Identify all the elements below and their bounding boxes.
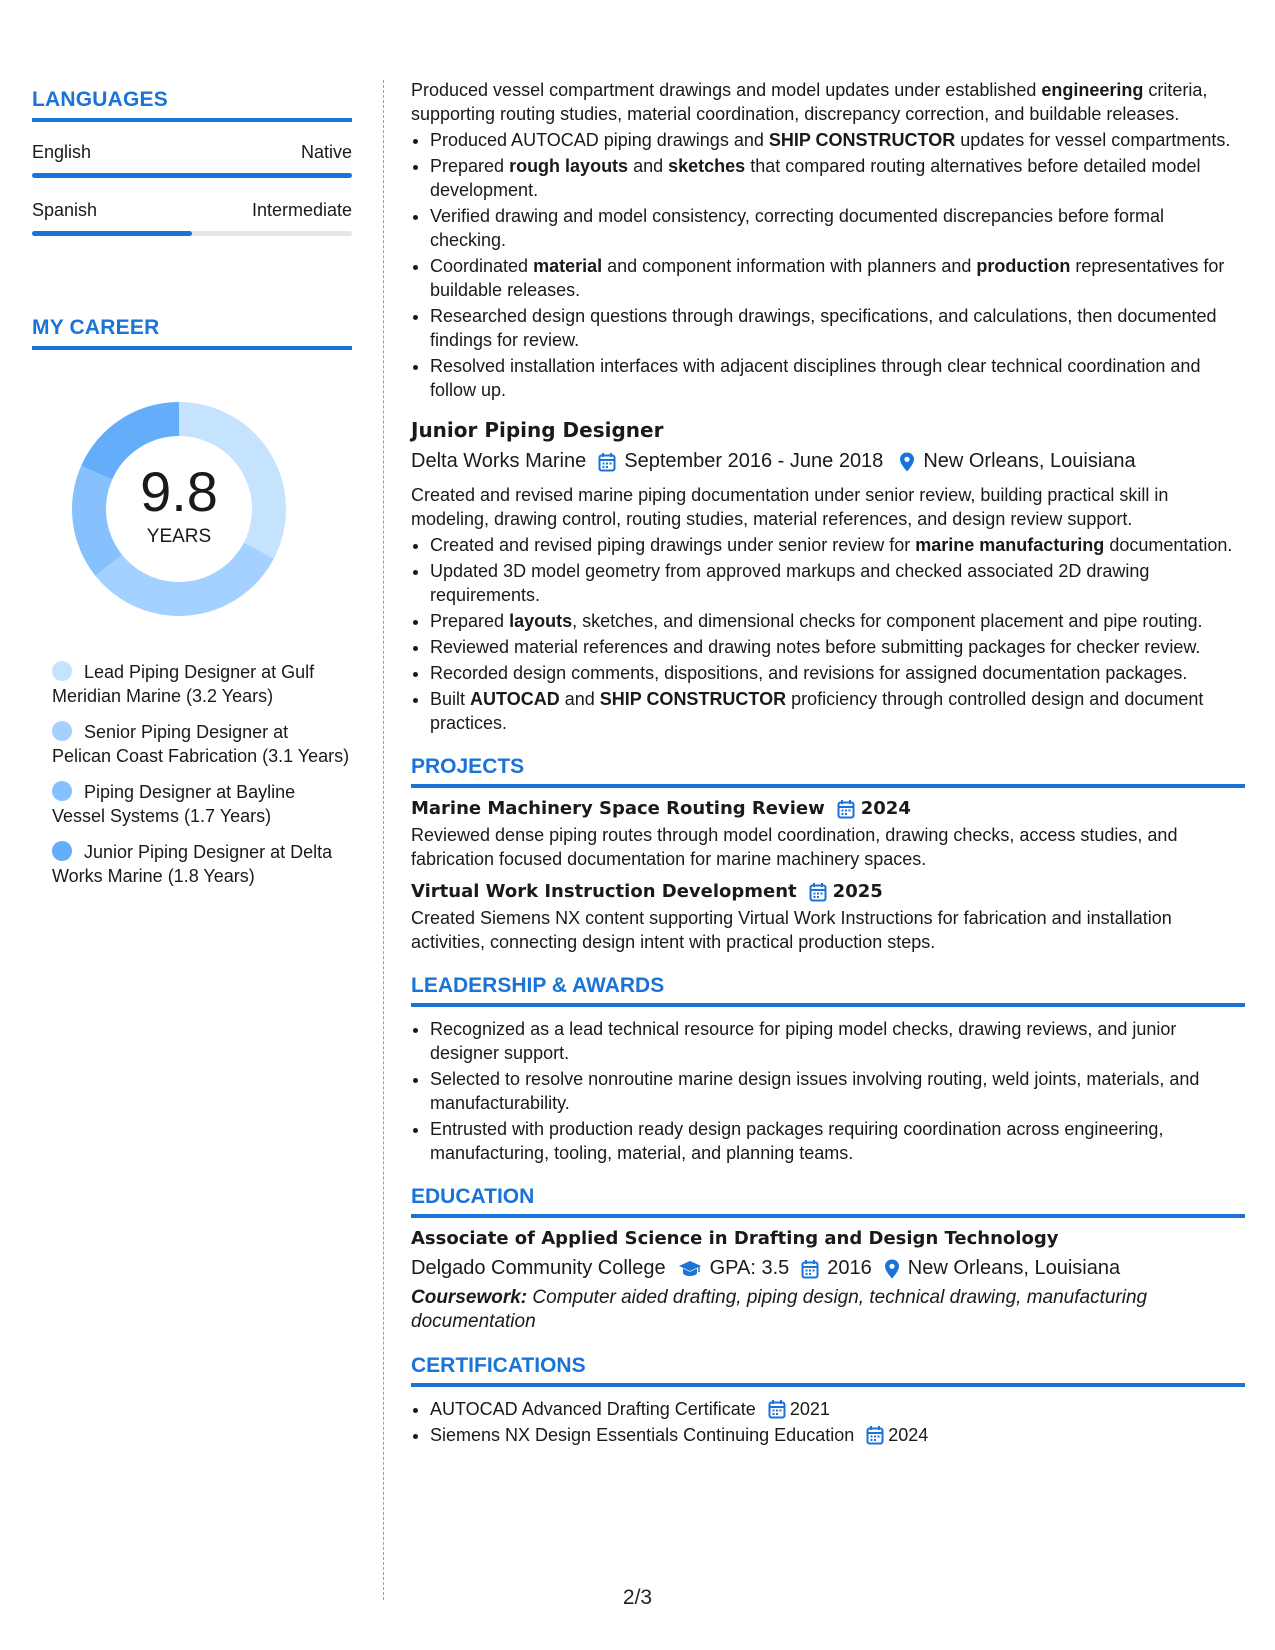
languages-heading: LANGUAGES [32, 88, 352, 122]
education-coursework [411, 1286, 1245, 1334]
legend-dot [52, 841, 72, 861]
page-number: 2/3 [622, 1586, 653, 1609]
job-company: Delta Works Marine [411, 450, 587, 472]
career-legend-item [52, 660, 352, 708]
project-year: 2025 [832, 881, 883, 902]
bullet-item: • Recorded design comments, dispositions, and revisions for assigned documentation packages. [430, 661, 1245, 685]
project-description: Created Siemens NX content supporting Virtual Work Instructions for fabrication and installation activities, connecting design intent with practical production steps. [411, 908, 1172, 952]
career-heading: MY CAREER [32, 316, 352, 350]
map-pin-icon [899, 452, 915, 472]
previous-job-bullets [411, 128, 1245, 402]
coursework-label: Coursework: [411, 1287, 528, 1308]
legend-dot [52, 721, 72, 741]
job-title: Junior Piping Designer [411, 418, 664, 442]
career-donut-chart [64, 394, 294, 624]
certification-year: 2024 [888, 1425, 929, 1445]
education-year: 2016 [827, 1257, 872, 1279]
language-name: Spanish [32, 200, 98, 220]
previous-job-summary: Produced vessel compartment drawings and model updates under established engineering criteria, supporting routing studies, material coordination, discrepancy correction, and buildable releases. [411, 80, 1208, 124]
awards-list [411, 1017, 1245, 1165]
certification-item [430, 1397, 1245, 1421]
certification-name: • Siemens NX Design Essentials Continuing Education [430, 1425, 855, 1445]
language-proficiency-bar [32, 231, 352, 236]
career-legend [32, 660, 352, 888]
bullet-item: • Built AUTOCAD and SHIP CONSTRUCTOR proficiency through controlled design and document practices. [430, 687, 1245, 735]
language-proficiency-fill [32, 173, 352, 178]
legend-dot [52, 781, 72, 801]
awards-heading: LEADERSHIP & AWARDS [411, 974, 1245, 1007]
bullet-item: • Prepared rough layouts and sketches that compared routing alternatives before detailed model development. [430, 154, 1245, 202]
project-item [411, 881, 1245, 954]
education-school: Delgado Community College [411, 1257, 666, 1279]
language-item [32, 200, 352, 236]
bullet-item: • Updated 3D model geometry from approved markups and checked associated 2D drawing requirements. [430, 559, 1245, 607]
legend-label: Piping Designer at Bayline Vessel Systems (1.7 Years) [52, 782, 296, 826]
language-item [32, 142, 352, 178]
education-heading: EDUCATION [411, 1185, 1245, 1218]
education-gpa: GPA: 3.5 [709, 1257, 790, 1279]
graduation-cap-icon [678, 1260, 702, 1278]
coursework-text: Computer aided drafting, piping design, technical drawing, manufacturing documentation [411, 1287, 1148, 1332]
calendar-icon [837, 799, 855, 819]
bullet-item: • Created and revised piping drawings under senior review for marine manufacturing documentation. [430, 533, 1245, 557]
career-legend-item [52, 780, 352, 828]
bullet-item: • Verified drawing and model consistency, correcting documented discrepancies before formal checking. [430, 204, 1245, 252]
certification-item [430, 1423, 1245, 1447]
bullet-item: • Resolved installation interfaces with adjacent disciplines through clear technical coordination and follow up. [430, 354, 1245, 402]
language-level: Native [300, 142, 352, 162]
certification-year: 2021 [789, 1399, 830, 1419]
project-item [411, 798, 1245, 871]
language-proficiency-fill [32, 231, 192, 236]
bullet-item: • Researched design questions through drawings, specifications, and calculations, then documented findings for review. [430, 304, 1245, 352]
project-year: 2024 [860, 798, 911, 819]
language-proficiency-bar [32, 173, 352, 178]
project-title: Virtual Work Instruction Development [411, 881, 797, 902]
language-name: English [32, 142, 92, 162]
bullet-item: • Coordinated material and component information with planners and production representatives for buildable releases. [430, 254, 1245, 302]
award-item: • Selected to resolve nonroutine marine design issues involving routing, weld joints, materials, and manufacturability. [430, 1067, 1245, 1115]
job-dates: September 2016 - June 2018 [624, 450, 884, 472]
project-title: Marine Machinery Space Routing Review [411, 798, 825, 819]
job-summary: Created and revised marine piping documentation under senior review, building practical skill in modeling, drawing control, routing studies, material references, and design review support. [411, 485, 1169, 529]
bullet-item: • Reviewed material references and drawing notes before submitting packages for checker review. [430, 635, 1245, 659]
legend-dot [52, 661, 72, 681]
column-divider [383, 80, 384, 1600]
legend-label: Lead Piping Designer at Gulf Meridian Marine (3.2 Years) [52, 662, 315, 706]
calendar-icon [598, 452, 616, 472]
certification-name: • AUTOCAD Advanced Drafting Certificate [430, 1399, 756, 1419]
career-legend-item [52, 840, 352, 888]
education-degree: Associate of Applied Science in Drafting and Design Technology [411, 1228, 1059, 1249]
calendar-icon [801, 1259, 819, 1279]
award-item: • Entrusted with production ready design packages requiring coordination across engineering, manufacturing, tooling, material, and planning teams. [430, 1117, 1245, 1165]
left-column [32, 88, 352, 900]
career-total-unit: YEARS [146, 526, 212, 547]
award-item: • Recognized as a lead technical resource for piping model checks, drawing reviews, and junior designer support. [430, 1017, 1245, 1065]
certifications-list [411, 1397, 1245, 1447]
bullet-item: • Produced AUTOCAD piping drawings and SHIP CONSTRUCTOR updates for vessel compartments. [430, 128, 1245, 152]
education-location: New Orleans, Louisiana [907, 1257, 1121, 1279]
job-location: New Orleans, Louisiana [923, 450, 1136, 472]
bullet-item: • Prepared layouts, sketches, and dimensional checks for component placement and pipe routing. [430, 609, 1245, 633]
project-description: Reviewed dense piping routes through model coordination, drawing checks, access studies, and fabrication focused documentation for marine machinery spaces. [411, 825, 1178, 869]
calendar-icon [809, 882, 827, 902]
language-level: Intermediate [251, 200, 352, 220]
projects-heading: PROJECTS [411, 755, 1245, 788]
job-meta [411, 450, 1245, 473]
right-column [411, 78, 1245, 1449]
calendar-icon [768, 1399, 786, 1419]
certifications-heading: CERTIFICATIONS [411, 1354, 1245, 1387]
calendar-icon [866, 1425, 884, 1445]
legend-label: Junior Piping Designer at Delta Works Marine (1.8 Years) [52, 842, 333, 886]
legend-label: Senior Piping Designer at Pelican Coast Fabrication (3.1 Years) [52, 722, 350, 766]
job-bullets [411, 533, 1245, 735]
career-total-years: 9.8 [140, 460, 218, 523]
education-meta [411, 1257, 1245, 1280]
career-legend-item [52, 720, 352, 768]
map-pin-icon [884, 1259, 900, 1279]
